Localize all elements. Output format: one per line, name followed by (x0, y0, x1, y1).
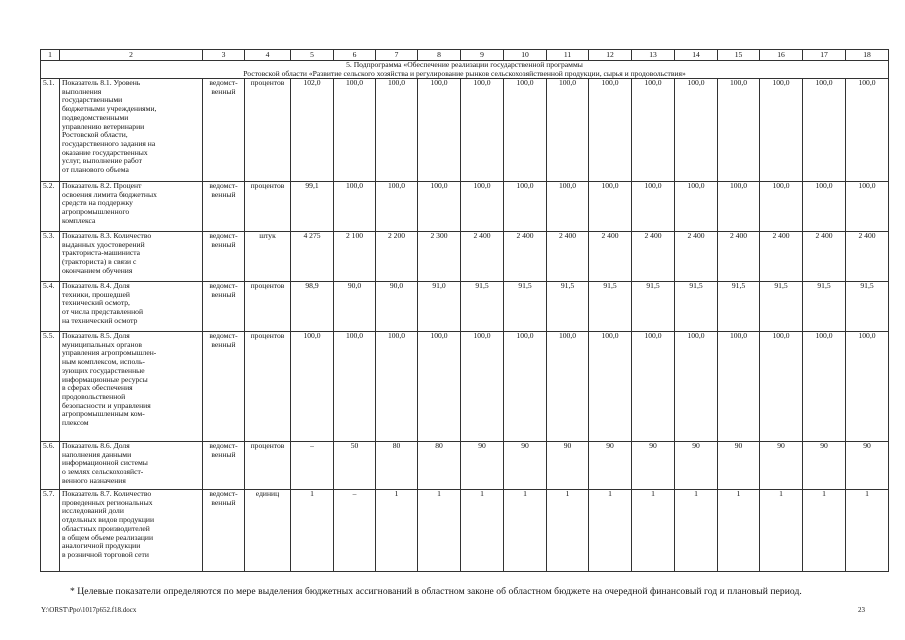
column-number-cell: 16 (760, 50, 803, 61)
value-cell: 91,0 (418, 282, 461, 332)
value-cell: 100,0 (376, 79, 418, 182)
value-cell: 100,0 (376, 332, 418, 442)
value-cell: 100,0 (418, 182, 461, 232)
value-cell: 2 400 (718, 232, 760, 282)
value-cell: 4 275 (291, 232, 334, 282)
value-cell: 100,0 (547, 332, 589, 442)
value-cell: 2 400 (846, 232, 889, 282)
column-number-cell: 8 (418, 50, 461, 61)
value-cell: 100,0 (803, 79, 846, 182)
column-number-cell: 6 (334, 50, 376, 61)
column-number-cell: 18 (846, 50, 889, 61)
value-cell: 100,0 (760, 79, 803, 182)
file-path: Y:\ORST\Ppo\1017p652.f18.docx (41, 606, 137, 614)
value-cell: 2 300 (418, 232, 461, 282)
value-cell: 100,0 (461, 182, 504, 232)
row-number: 5.4. (41, 282, 60, 332)
row-number: 5.6. (41, 442, 60, 490)
value-cell: 1 (803, 490, 846, 572)
indicator-name: Показатель 8.2. Процент освоения лимита бюджетных средств на поддержку агропромышленного комплекса (60, 182, 203, 232)
data-source: ведомст- венный (203, 182, 245, 232)
value-cell: 91,5 (547, 282, 589, 332)
value-cell: 100,0 (803, 182, 846, 232)
value-cell: 100,0 (589, 332, 632, 442)
unit-of-measure: процентов (245, 442, 291, 490)
value-cell: 100,0 (718, 79, 760, 182)
value-cell: 1 (291, 490, 334, 572)
value-cell: 1 (461, 490, 504, 572)
value-cell: 91,5 (675, 282, 718, 332)
value-cell: 100,0 (334, 182, 376, 232)
table-row (41, 79, 889, 182)
value-cell: 90 (675, 442, 718, 490)
value-cell: 100,0 (461, 79, 504, 182)
indicator-name: Показатель 8.6. Доля наполнения данными информационной системы о землях сельскохозяйст- венного назначения (60, 442, 203, 490)
value-cell: 100,0 (846, 79, 889, 182)
value-cell: 99,1 (291, 182, 334, 232)
value-cell: 100,0 (760, 332, 803, 442)
value-cell: 2 400 (504, 232, 547, 282)
value-cell: 100,0 (547, 79, 589, 182)
value-cell: 100,0 (334, 79, 376, 182)
value-cell: 100,0 (632, 182, 675, 232)
value-cell: 100,0 (632, 332, 675, 442)
value-cell: 100,0 (504, 332, 547, 442)
value-cell: 80 (418, 442, 461, 490)
value-cell: 100,0 (418, 79, 461, 182)
data-source: ведомст- венный (203, 79, 245, 182)
value-cell: 2 400 (547, 232, 589, 282)
column-number-cell: 14 (675, 50, 718, 61)
value-cell: 100,0 (846, 332, 889, 442)
column-number-cell: 17 (803, 50, 846, 61)
value-cell: 91,5 (461, 282, 504, 332)
value-cell: 100,0 (718, 332, 760, 442)
column-number-row (41, 50, 889, 61)
value-cell: 98,9 (291, 282, 334, 332)
value-cell: 90 (632, 442, 675, 490)
value-cell: 100,0 (376, 182, 418, 232)
data-source: ведомст- венный (203, 282, 245, 332)
value-cell: 2 400 (760, 232, 803, 282)
value-cell: 1 (547, 490, 589, 572)
table-row (41, 490, 889, 572)
value-cell: 100,0 (504, 79, 547, 182)
column-number-cell: 13 (632, 50, 675, 61)
value-cell: 100,0 (504, 182, 547, 232)
value-cell: 2 200 (376, 232, 418, 282)
value-cell: 100,0 (461, 332, 504, 442)
column-number-cell: 4 (245, 50, 291, 61)
subprogram-title-line1: 5. Подпрограмма «Обеспечение реализации государственной программы (346, 60, 583, 69)
value-cell: 100,0 (675, 182, 718, 232)
value-cell: 91,5 (632, 282, 675, 332)
value-cell: 1 (675, 490, 718, 572)
value-cell: 100,0 (675, 79, 718, 182)
value-cell: 90,0 (334, 282, 376, 332)
value-cell: 2 400 (803, 232, 846, 282)
value-cell: 90 (589, 442, 632, 490)
unit-of-measure: процентов (245, 332, 291, 442)
indicator-name: Показатель 8.1. Уровень выполнения государственными бюджетными учреждениями, подведомственными управлению ветеринарии Ростовской области, государственного задания на оказание государственных услуг, выполнение работ от планового объема (60, 79, 203, 182)
value-cell: 91,5 (718, 282, 760, 332)
row-number: 5.7. (41, 490, 60, 572)
data-source: ведомст- венный (203, 232, 245, 282)
value-cell: 1 (718, 490, 760, 572)
unit-of-measure: единиц (245, 490, 291, 572)
value-cell: – (291, 442, 334, 490)
column-number-cell: 15 (718, 50, 760, 61)
value-cell: 100,0 (589, 79, 632, 182)
value-cell: 90 (760, 442, 803, 490)
value-cell: 90 (504, 442, 547, 490)
value-cell: 90 (718, 442, 760, 490)
value-cell: 100,0 (632, 79, 675, 182)
subprogram-title-line2: Ростовской области «Развитие сельского хозяйства и регулирование рынков сельскохозяйственной продукции, сырья и продовольствия» (243, 68, 686, 78)
value-cell: 91,5 (760, 282, 803, 332)
value-cell: 1 (632, 490, 675, 572)
column-number-cell: 2 (60, 50, 203, 61)
footnote: * Целевые показатели определяются по мере выделения бюджетных ассигнований в областном законе об областном бюджете на очередной финансовый год и плановый период. (70, 586, 802, 597)
value-cell: 102,0 (291, 79, 334, 182)
value-cell: 80 (376, 442, 418, 490)
value-cell: 100,0 (334, 332, 376, 442)
value-cell: 2 100 (334, 232, 376, 282)
indicator-name: Показатель 8.4. Доля техники, прошедшей технический осмотр, от числа представленной на технический осмотр (60, 282, 203, 332)
value-cell: 90 (846, 442, 889, 490)
value-cell: 100,0 (675, 332, 718, 442)
unit-of-measure: штук (245, 232, 291, 282)
value-cell: 1 (589, 490, 632, 572)
value-cell: 2 400 (589, 232, 632, 282)
value-cell: 1 (760, 490, 803, 572)
value-cell: 100,0 (547, 182, 589, 232)
value-cell: 100,0 (846, 182, 889, 232)
value-cell: 1 (376, 490, 418, 572)
value-cell: 1 (418, 490, 461, 572)
table-row (41, 182, 889, 232)
table-row (41, 332, 889, 442)
column-number-cell: 12 (589, 50, 632, 61)
value-cell: 100,0 (803, 332, 846, 442)
data-source: ведомст- венный (203, 332, 245, 442)
table-row (41, 282, 889, 332)
value-cell: – (334, 490, 376, 572)
value-cell: 90 (461, 442, 504, 490)
value-cell: 100,0 (418, 332, 461, 442)
row-number: 5.3. (41, 232, 60, 282)
row-number: 5.2. (41, 182, 60, 232)
value-cell: 91,5 (589, 282, 632, 332)
value-cell: 2 400 (675, 232, 718, 282)
table-row (41, 232, 889, 282)
value-cell: 91,5 (846, 282, 889, 332)
value-cell: 91,5 (504, 282, 547, 332)
column-number-cell: 11 (547, 50, 589, 61)
column-number-cell: 9 (461, 50, 504, 61)
subprogram-title (41, 61, 889, 79)
value-cell: 1 (846, 490, 889, 572)
page-number: 23 (858, 606, 865, 614)
column-number-cell: 1 (41, 50, 60, 61)
value-cell: 100,0 (718, 182, 760, 232)
column-number-cell: 3 (203, 50, 245, 61)
column-number-cell: 10 (504, 50, 547, 61)
value-cell: 1 (504, 490, 547, 572)
value-cell: 90 (547, 442, 589, 490)
value-cell: 100,0 (760, 182, 803, 232)
value-cell: 2 400 (632, 232, 675, 282)
unit-of-measure: процентов (245, 182, 291, 232)
indicator-name: Показатель 8.5. Доля муниципальных органов управления агропромышлен- ным комплексом, исполь- зующих государственные информационные ресурсы в сферах обеспечения продовольственной безопасности и управления агропромышленным ком- плексом (60, 332, 203, 442)
value-cell: 90 (803, 442, 846, 490)
row-number: 5.1. (41, 79, 60, 182)
data-source: ведомст- венный (203, 490, 245, 572)
data-source: ведомст- венный (203, 442, 245, 490)
value-cell: 2 400 (461, 232, 504, 282)
indicator-name: Показатель 8.3. Количество выданных удостоверений тракториста-машиниста (тракториста) в связи с окончанием обучения (60, 232, 203, 282)
row-number: 5.5. (41, 332, 60, 442)
column-number-cell: 7 (376, 50, 418, 61)
value-cell: 91,5 (803, 282, 846, 332)
table-row (41, 442, 889, 490)
value-cell: 50 (334, 442, 376, 490)
value-cell: 100,0 (291, 332, 334, 442)
unit-of-measure: процентов (245, 79, 291, 182)
value-cell: 100,0 (589, 182, 632, 232)
indicators-table (40, 49, 889, 572)
indicator-name: Показатель 8.7. Количество проведенных региональных исследований доли отдельных видов продукции областных производителей в общем объеме реализации аналогичной продукции в розничной торговой сети (60, 490, 203, 572)
column-number-cell: 5 (291, 50, 334, 61)
subprogram-row (41, 61, 889, 79)
unit-of-measure: процентов (245, 282, 291, 332)
value-cell: 90,0 (376, 282, 418, 332)
